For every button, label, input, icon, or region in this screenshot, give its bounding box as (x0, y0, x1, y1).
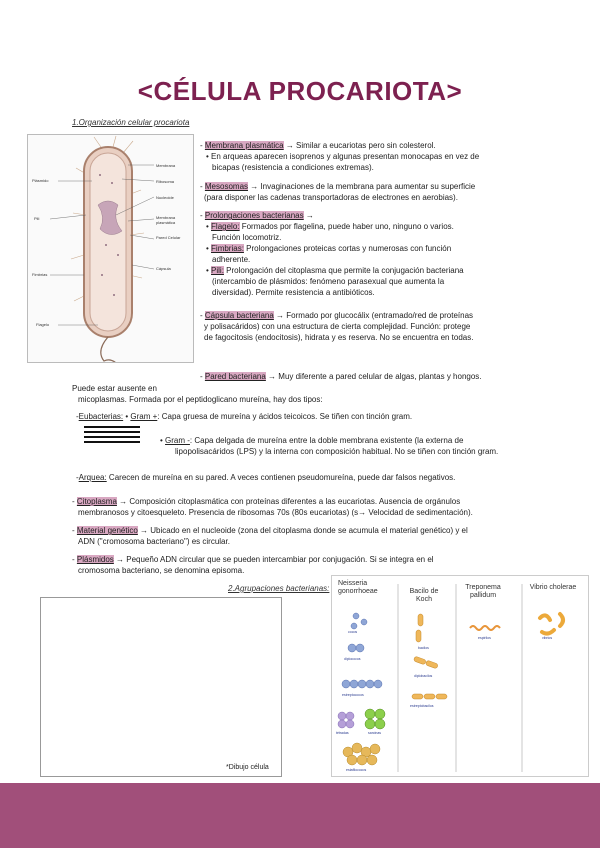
term-fimbrias: Fimbrias: (211, 244, 244, 253)
capsula-text: → Formado por glucocálix (entramado/red de proteínas (273, 311, 474, 320)
cap-vibrios: vibrios (542, 636, 553, 640)
term-membrana: Membrana plasmática (204, 141, 284, 150)
section-heading-agrupaciones: 2.Agrupaciones bacterianas: (228, 584, 330, 593)
gram-negative-line1: : Capa delgada de mureína entre la doble membrana existente (la externa de (189, 436, 464, 445)
term-mesosomas: Mesosomas (204, 182, 249, 191)
term-pared: Pared bacteriana (204, 372, 266, 381)
label-ribosome: Ribosoma (156, 179, 175, 184)
fimbrias-text: Prolongaciones proteicas cortas y numerosas con función (243, 244, 452, 253)
term-gram-negative: Gram - (165, 436, 190, 445)
arquea-text: Carecen de mureína en su pared. A veces contienen pseudomureína, puede dar falsos negativos. (106, 473, 456, 482)
pili-line2: (intercambio de plásmidos: fenómeno parasexual que aumenta la (212, 277, 445, 286)
plasmidos-text: → Pequeño ADN circular que se pueden intercambiar por conjugación. Si se integra en el (113, 555, 434, 564)
bacterium-illustration (27, 134, 194, 363)
plasmidos-line2: cromosoma bacteriano, se denomina episoma. (78, 566, 245, 575)
term-eubacterias: Eubacterias: (78, 412, 124, 421)
cap-estafilococos: estafilococos (346, 768, 367, 772)
membrana-text: → Similar a eucariotas pero sin colesterol. (283, 141, 436, 150)
drawing-area (40, 597, 282, 777)
label-pili: Pili (34, 216, 40, 221)
capsula-line3: de fagocitosis (endocitosis), hidrata y es reserva. No se encuentra en todas. (204, 333, 474, 342)
membrana-bullet2: bicapas (resistencia a condiciones extremas). (212, 163, 374, 172)
membrana-bullet1: • En arqueas aparecen isoprenos y algunas presentan monocapas en vez de (206, 152, 480, 161)
pared-line3: micoplasmas. Formada por el peptidoglicano mureína, hay dos tipos: (78, 395, 323, 404)
eubacterias-gram-positive: -Eubacterias: • Gram +: Capa gruesa de mureína y ácidos teicoicos. Se tiñen con tinción gram. (76, 412, 413, 421)
cell-wall-layers-icon (84, 426, 140, 446)
gram-negative: • Gram -: Capa delgada de mureína entre la doble membrana existente (la externa de lipopolisacáridos (LPS) y la interna con composición habitual. No se tiñen con tinción gram. (160, 435, 590, 457)
label-nucleoid: Nucleoide (156, 195, 174, 200)
label-plasmid: Plásmido (32, 178, 49, 183)
drawing-caption: *Dibujo célula (226, 764, 269, 771)
pili-text: Prolongación del citoplasma que permite la conjugación bacteriana (223, 266, 464, 275)
item-prolongaciones: - Prolongaciones bacterianas → • Flagelo: Formados por flagelina, puede haber uno, ninguno o varios. Función locomotriz. • Fimbrias: Prolongaciones proteicas cortas y numerosas con función adherente. • Pili: Prolongación del citoplasma que permite la conjugación bacteriana (intercambio de plásmidos: fenómeno parasexual que aumenta la diversidad). Permite resistencia a antibióticos. (200, 210, 590, 298)
col-treponema: Treponema pallidum (465, 584, 501, 599)
pared-text: → Muy diferente a pared celular de algas, plantas y hongos. (265, 372, 482, 381)
bacterium-drawing (28, 135, 193, 362)
cap-diplobacilos: diplobacilos (414, 674, 433, 678)
bacterial-groupings-figure (331, 575, 589, 777)
item-citoplasma: - Citoplasma → Composición citoplasmática con proteínas diferentes a las eucariotas. Ausencia de orgánulos membranosos y citoesqueleto. Presencia de ribosomas 70s (80s eucariotas) (s→ Velocidad de sedimentación). (72, 496, 597, 518)
prolongaciones-arrow: → (303, 211, 314, 220)
label-fimbriae: Fimbrias (32, 272, 48, 277)
citoplasma-text: → Composición citoplasmática con proteínas diferentes a las eucariotas. Ausencia de orgánulos (116, 497, 461, 506)
cap-tetradas: tétradas (336, 731, 349, 735)
col-neisseria: Neisseria gonorrhoeae (338, 580, 378, 595)
term-pili: Pili: (211, 266, 224, 275)
mesosomas-text: → Invaginaciones de la membrana para aumentar su superficie (248, 182, 476, 191)
cap-bacilos: bacilos (418, 646, 429, 650)
col-koch: Bacilo de Koch (409, 588, 439, 603)
term-material-genetico: Material genético (76, 526, 138, 535)
term-capsula: Cápsula bacteriana (204, 311, 274, 320)
material-line2: ADN ("cromosoma bacteriano") es circular. (78, 537, 230, 546)
item-capsula: - Cápsula bacteriana → Formado por glucocálix (entramado/red de proteínas y polisacáridos) con una estructura de cierta complejidad. Función: protege de fagocitosis (endocitosis), hidrata y es reserva. No se encuentra en todas. (200, 310, 590, 343)
capsula-line2: y polisacáridos) con una estructura de cierta complejidad. Función: protege (204, 322, 471, 331)
term-citoplasma: Citoplasma (76, 497, 117, 506)
cap-estreptococos: estreptococos (342, 693, 364, 697)
pared-line2: Puede estar ausente en (72, 384, 157, 393)
pared-continued (72, 383, 592, 405)
material-text: → Ubicado en el nucleoide (zona del citoplasma donde se acumula el material genético) y el (137, 526, 468, 535)
label-plasma-membrane: Membrana plasmática (156, 215, 176, 225)
term-flagelo: Flagelo: (211, 222, 240, 231)
cap-diplococos: diplococos (344, 657, 361, 661)
item-pared: - Pared bacteriana → Muy diferente a pared celular de algas, plantas y hongos. (200, 372, 482, 381)
citoplasma-line2: membranosos y citoesqueleto. Presencia de ribosomas 70s (80s eucariotas) (s→ Velocidad de sedimentación). (78, 508, 473, 517)
pili-line3: diversidad). Permite resistencia a antibióticos. (212, 288, 375, 297)
gram-positive-text: : Capa gruesa de mureína y ácidos teicoicos. Se tiñen con tinción gram. (157, 412, 413, 421)
cap-espirilos: espirilos (478, 636, 491, 640)
page-title: <CÉLULA PROCARIOTA> (137, 76, 463, 106)
bacteria-shapes (332, 576, 588, 776)
term-gram-positive: Gram + (130, 412, 158, 421)
section-heading-organizacion: 1.Organización celular procariota (72, 118, 190, 127)
label-capsule: Cápsula (156, 266, 171, 271)
flagelo-text: Formados por flagelina, puede haber uno, ninguno o varios. (239, 222, 454, 231)
cap-cocos: cocos (348, 630, 358, 634)
footer-band (0, 783, 600, 848)
label-flagellum: Flagelo (36, 322, 50, 327)
col-vibrio: Vibrio cholerae (529, 584, 577, 591)
label-membrane: Membrana (156, 163, 176, 168)
item-plasmidos: - Plásmidos → Pequeño ADN circular que se pueden intercambiar por conjugación. Si se integra en el cromosoma bacteriano, se denomina episoma. (72, 554, 597, 576)
cap-sarcinas: sarcinas (368, 731, 382, 735)
item-membrana: - Membrana plasmática → Similar a eucariotas pero sin colesterol. • En arqueas aparecen isoprenos y algunas presentan monocapas en vez de bicapas (resistencia a condiciones extremas). (200, 140, 590, 173)
label-cell-wall: Pared Celular (156, 235, 181, 240)
arquea: -Arquea: Carecen de mureína en su pared. A veces contienen pseudomureína, puede dar falsos negativos. (76, 473, 456, 482)
flagelo-line2: Función locomotriz. (212, 233, 282, 242)
item-material-genetico: - Material genético → Ubicado en el nucleoide (zona del citoplasma donde se acumula el material genético) y el ADN ("cromosoma bacteriano") es circular. (72, 525, 597, 547)
fimbrias-line2: adherente. (212, 255, 251, 264)
item-mesosomas: - Mesosomas → Invaginaciones de la membrana para aumentar su superficie (para disponer las cadenas transportadoras de electrones en aerobias). (200, 181, 590, 203)
term-plasmidos: Plásmidos (76, 555, 114, 564)
mesosomas-line2: (para disponer las cadenas transportadoras de electrones en aerobias). (204, 193, 458, 202)
term-arquea: Arquea: (78, 473, 107, 482)
gram-negative-line2: lipopolisacáridos (LPS) y la interna con composición habitual. No se tiñen con tinción gram. (175, 447, 499, 456)
term-prolongaciones: Prolongaciones bacterianas (204, 211, 304, 220)
cap-estreptobacilos: estreptobacilos (410, 704, 434, 708)
